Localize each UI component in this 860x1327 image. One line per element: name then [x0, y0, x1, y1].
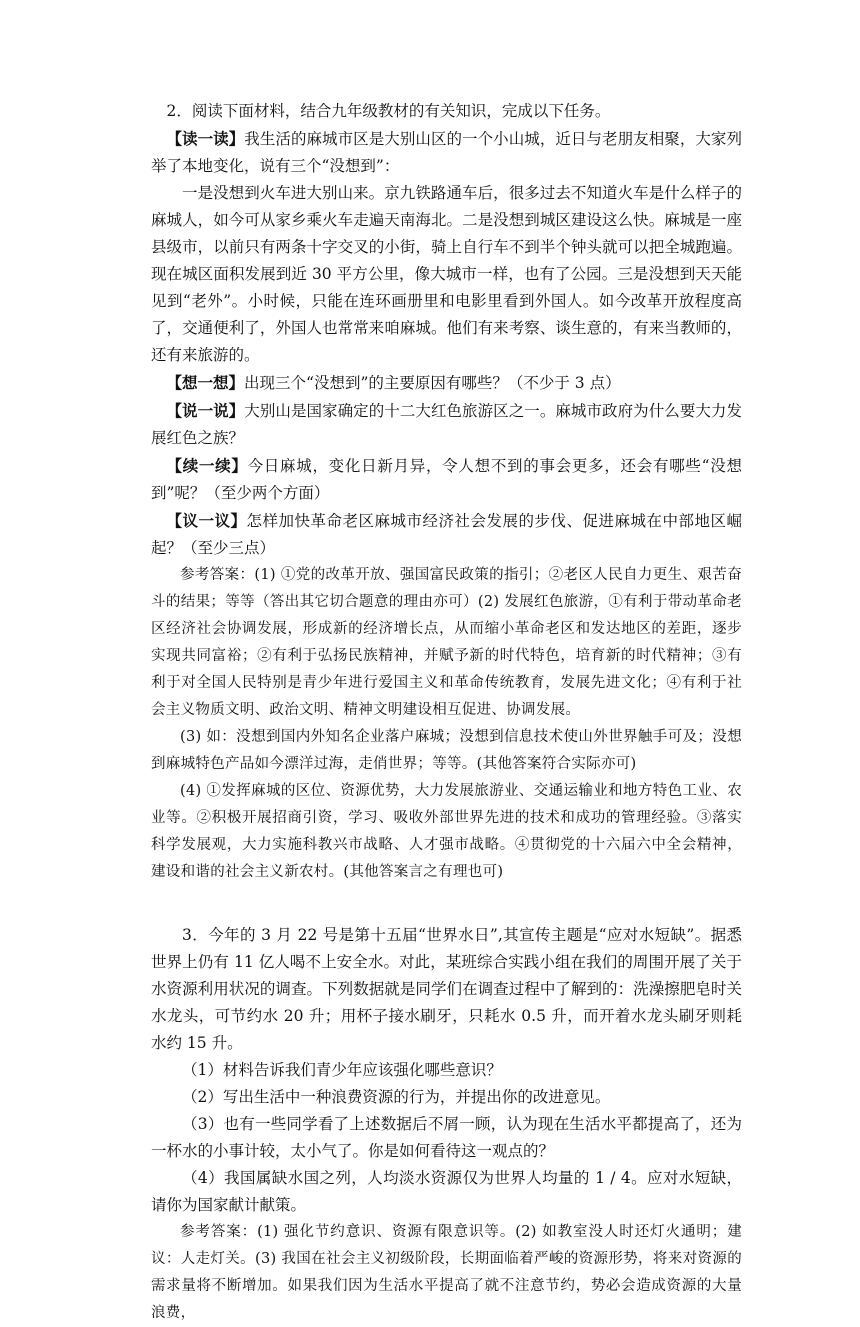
q3-question-1: （1）材料告诉我们青少年应该强化哪些意识？ [182, 1061, 502, 1079]
read-paragraph [151, 125, 742, 180]
passage: 一是没想到火车进大别山来。京九铁路通车后，很多过去不知道火车是什么样子的麻城人，如今可从家乡乘火车走遍天南海北。二是没想到城区建设这么快。麻城是一座县级市，以前只有两条十字交叉的小街，骑上自行车不到半个钟头就可以把全城跑遍。现在城区面积发展到近 30 平方公里，像大城市一样，也有了公园。三是没想到天天能见到“老外”。小时候，只能在连环画册里和电影里看到外国人。如今改革开放程度高了，交通便利了，外国人也常常来咱麻城。他们有来考察、谈生意的，有来当教师的，还有来旅游的。 [151, 184, 742, 364]
discuss-label: 【议一议】 [166, 511, 247, 530]
q3-question-4: （4）我国属缺水国之列，人均淡水资源仅为世界人均量的 1 / 4。应对水短缺，请你为国家献计献策。 [151, 1169, 742, 1214]
q3-question-2: （2）写出生活中一种浪费资源的行为，并提出你的改进意见。 [182, 1088, 611, 1106]
discuss-paragraph [151, 507, 742, 562]
think-paragraph [151, 369, 742, 397]
q3-answer: 参考答案：(1) 强化节约意识、资源有限意识等。(2) 如教室没人时还灯火通明；建议：人走灯关。(3) 我国在社会主义初级阶段，长期面临着严峻的资源形势，将来对资源的需求量将不断增加。如果我们因为生活水平提高了就不注意节约，势必会造成资源的大量浪费， [151, 1224, 742, 1321]
continue-label: 【续一续】 [166, 456, 248, 475]
q3-intro: 3．今年的 3 月 22 号是第十五届“世界水日”,其宣传主题是“应对水短缺”。据悉世界上仍有 11 亿人喝不上安全水。对此，某班综合实践小组在我们的周围开展了关于水资源利用状况的调查。下列数据就是同学们在调查过程中了解到的：洗澡擦肥皂时关水龙头，可节约水 20 升；用杯子接水刷牙，只耗水 0.5 升，而开着水龙头刷牙则耗水约 15 升。 [151, 926, 742, 1052]
continue-paragraph [151, 452, 742, 507]
discuss-text: 怎样加快革命老区麻城市经济社会发展的步伐、促进麻城在中部地区崛起？（至少三点） [151, 512, 742, 557]
continue-text: 今日麻城，变化日新月异，令人想不到的事会更多，还会有哪些“没想到”呢？（至少两个方面） [151, 457, 742, 502]
think-label: 【想一想】 [166, 373, 245, 392]
say-paragraph [151, 397, 742, 452]
read-label: 【读一读】 [166, 129, 245, 148]
section-gap [151, 886, 742, 922]
q2-prompt: 2．阅读下面材料，结合九年级教材的有关知识，完成以下任务。 [166, 102, 611, 120]
say-label: 【说一说】 [166, 401, 245, 420]
read-text: 我生活的麻城市区是大别山区的一个小山城，近日与老朋友相聚，大家列举了本地变化，说有三个“没想到”： [151, 130, 742, 175]
q2-answer-3: (3) 如：没想到国内外知名企业落户麻城；没想到信息技术使山外世界触手可及；没想到麻城特色产品如今漂洋过海，走俏世界；等等。(其他答案符合实际亦可) [151, 729, 742, 772]
q3-question-3: （3）也有一些同学看了上述数据后不屑一顾，认为现在生活水平都提高了，还为一杯水的小事计较，太小气了。你是如何看待这一观点的？ [151, 1115, 742, 1160]
think-text: 出现三个“没想到”的主要原因有哪些？（不少于 3 点） [244, 374, 621, 392]
say-text: 大别山是国家确定的十二大红色旅游区之一。麻城市政府为什么要大力发展红色之族？ [151, 402, 742, 447]
q2-answer-1-2: 参考答案：(1) ①党的改革开放、强国富民政策的指引；②老区人民自力更生、艰苦奋斗的结果；等等（答出其它切合题意的理由亦可）(2) 发展红色旅游，①有利于带动革命老区经济社会协调发展，形成新的经济增长点，从而缩小革命老区和发达地区的差距，逐步实现共同富裕；②有利于弘扬民族精神，并赋予新的时代特色，培育新的时代精神；③有利于对全国人民特别是青少年进行爱国主义和革命传统教育，发展先进文化；④有利于社会主义物质文明、政治文明、精神文明建设相互促进、协调发展。 [151, 567, 742, 718]
q2-answer-4: (4) ①发挥麻城的区位、资源优势，大力发展旅游业、交通运输业和地方特色工业、农业等。②积极开展招商引资，学习、吸收外部世界先进的技术和成功的管理经验。③落实科学发展观，大力实施科教兴市战略、人才强市战略。④贯彻党的十六届六中全会精神，建设和谐的社会主义新农村。(其他答案言之有理也可) [151, 783, 742, 880]
